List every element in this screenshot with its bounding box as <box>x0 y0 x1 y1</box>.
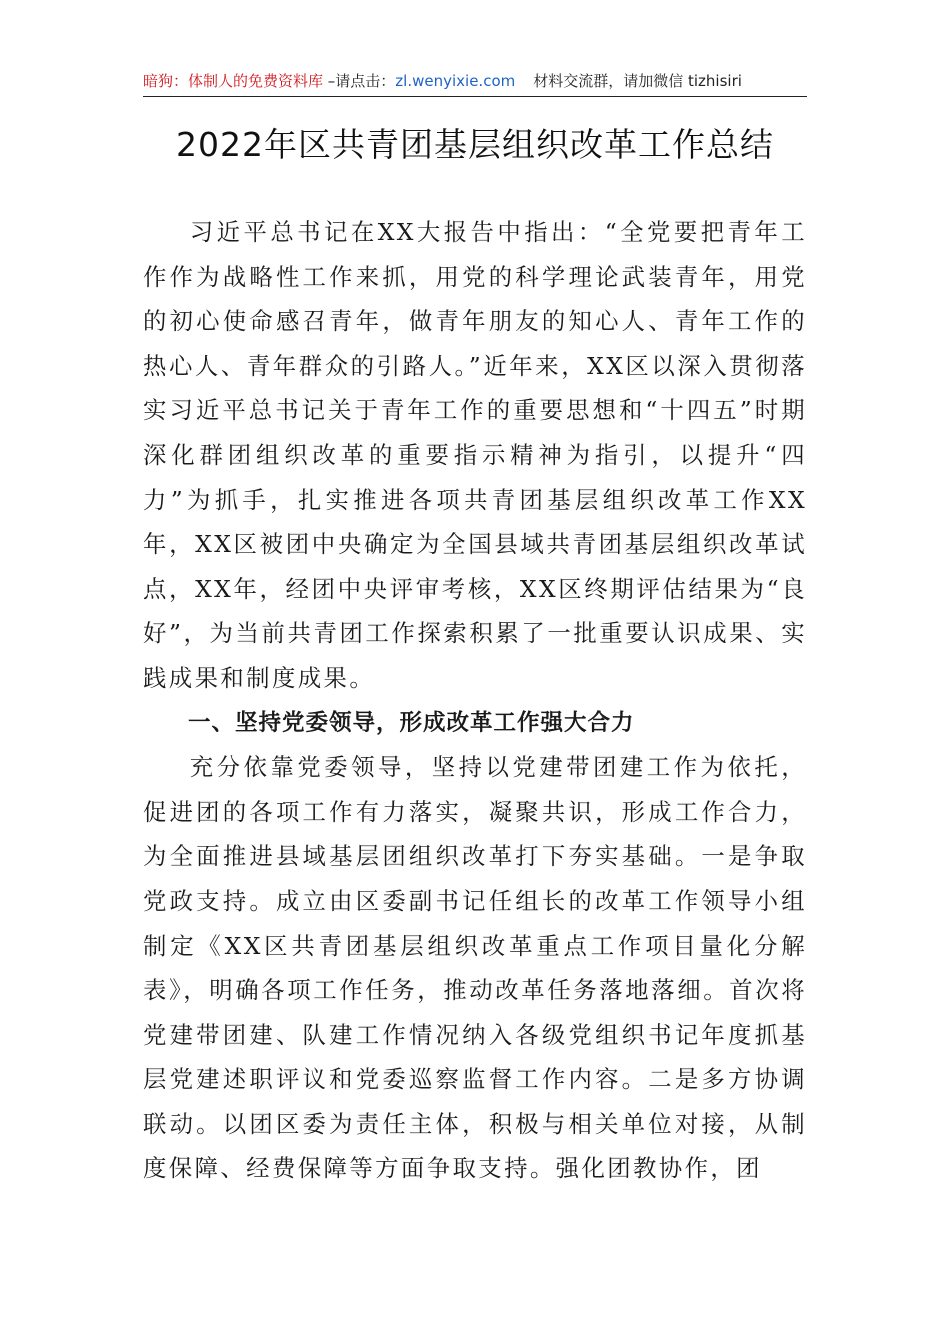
document-body <box>143 210 807 1191</box>
header-wechat-note: 材料交流群，请加微信 tizhisiri <box>533 72 742 90</box>
intro-paragraph: 习近平总书记在XX大报告中指出：“全党要把青年工作作为战略性工作来抓，用党的科学理论武装青年，用党的初心使命感召青年，做青年朋友的知心人、青年工作的热心人、青年群众的引路人。”近年来，XX区以深入贯彻落实习近平总书记关于青年工作的重要思想和“十四五”时期深化群团组织改革的重要指示精神为指引，以提升“四力”为抓手，扎实推进各项共青团基层组织改革工作XX年，XX区被团中央确定为全国县域共青团基层组织改革试点，XX年，经团中央评审考核，XX区终期评估结果为“良好”，为当前共青团工作探索积累了一批重要认识成果、实践成果和制度成果。 <box>143 218 807 692</box>
section-1-paragraph: 充分依靠党委领导，坚持以党建带团建工作为依托，促进团的各项工作有力落实，凝聚共识，形成工作合力，为全面推进县域基层团组织改革打下夯实基础。一是争取党政支持。成立由区委副书记任组长的改革工作领导小组制定《XX区共青团基层组织改革重点工作项目量化分解表》，明确各项工作任务，推动改革任务落地落细。首次将党建带团建、队建工作情况纳入各级党组织书记年度抓基层党建述职评议和党委巡察监督工作内容。二是多方协调联动。以团区委为责任主体，积极与相关单位对接，从制度保障、经费保障等方面争取支持。强化团教协作，团 <box>143 753 807 1183</box>
header-brand: 暗狗：体制人的免费资料库 <box>143 72 324 90</box>
header-click-prompt: –请点击： <box>323 72 396 90</box>
document-title: 2022年区共青团基层组织改革工作总结 <box>176 125 774 164</box>
header-link[interactable]: zl.wenyixie.com <box>395 72 516 90</box>
page-header <box>143 68 807 97</box>
section-heading-1: 一、坚持党委领导，形成改革工作强大合力 <box>188 709 635 736</box>
